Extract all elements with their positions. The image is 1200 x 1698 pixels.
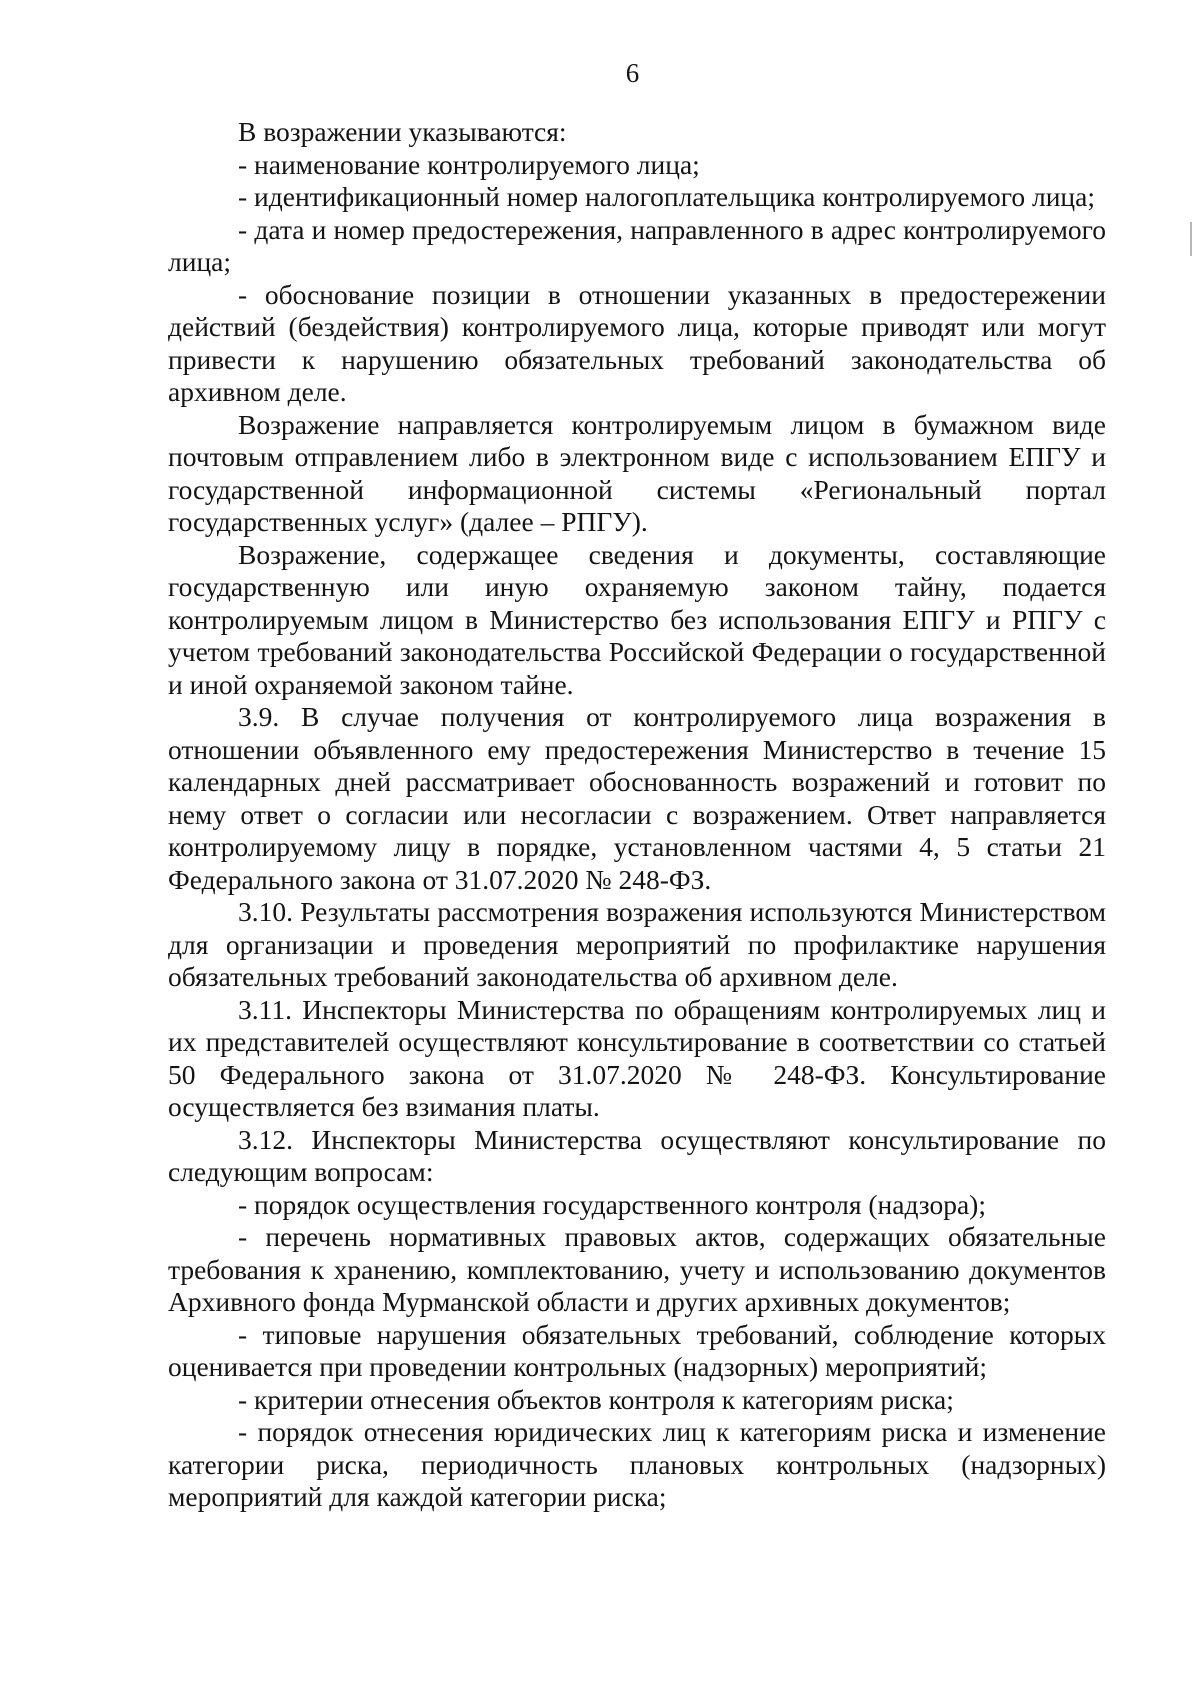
list-item-warning-date-number: - дата и номер предостережения, направленного в адрес контролируемого лица; [168, 213, 1106, 277]
objection-contents-heading: В возражении указываются: [238, 116, 567, 147]
paragraph-objection-secret-info: Возражение, содержащее сведения и документы, составляющие государственную или иную охраняемую законом тайну, подается контролируемым лицом в Министерство без использования ЕПГУ и РПГУ с учетом требований законодательства Российской Федерации о государственной и иной охраняемой законом тайне. [168, 538, 1106, 700]
list-item-taxpayer-id: - идентификационный номер налогоплательщика контролируемого лица; [238, 181, 1095, 212]
page-number: 6 [625, 58, 640, 88]
list-item-controlled-entity-name: - наименование контролируемого лица; [238, 148, 700, 180]
clause-3-11: 3.11. Инспекторы Министерства по обращениям контролируемых лиц и их представителей осуществляют консультирование в соответствии со статьей 50 Федерального закона от 31.07.2020 № 248-ФЗ. Консультирование осуществляется без взимания платы. [168, 993, 1106, 1122]
list-item-control-procedure: - порядок осуществления государственного контроля (надзора); [238, 1188, 986, 1220]
clause-3-12: 3.12. Инспекторы Министерства осуществляют консультирование по следующим вопросам: [168, 1123, 1106, 1187]
list-item-typical-violations: - типовые нарушения обязательных требований, соблюдение которых оценивается при проведении контрольных (надзорных) мероприятий; [168, 1318, 1106, 1382]
list-item-position-justification: - обоснование позиции в отношении указанных в предостережении действий (бездействия) контролируемого лица, которые приводят или могут привести к нарушению обязательных требований законодательства об архивном деле. [168, 278, 1106, 407]
clause-3-10: 3.10. Результаты рассмотрения возражения используются Министерством для организации и проведения мероприятий по профилактике нарушения обязательных требований законодательства об архивном деле. [168, 896, 1106, 992]
scan-artifact-line [1190, 222, 1192, 256]
list-item-risk-category-procedure: - порядок отнесения юридических лиц к категориям риска и изменение категории риска, периодичность плановых контрольных (надзорных) мероприятий для каждой категории риска; [168, 1416, 1106, 1512]
document-body [168, 116, 1106, 1514]
list-item-regulatory-acts: - перечень нормативных правовых актов, содержащих обязательные требования к хранению, комплектованию, учету и использованию документов Архивного фонда Мурманской области и других архивных документов; [168, 1221, 1106, 1317]
paragraph-objection-submission: Возражение направляется контролируемым лицом в бумажном виде почтовым отправлением либо в электронном виде с использованием ЕПГУ и государственной информационной системы «Региональный портал государственных услуг» (далее – РПГУ). [168, 408, 1106, 537]
list-item-risk-criteria: - критерии отнесения объектов контроля к категориям риска; [238, 1383, 954, 1415]
clause-3-9: 3.9. В случае получения от контролируемого лица возражения в отношении объявленного ему предостережения Министерство в течение 15 календарных дней рассматривает обоснованность возражений и готовит по нему ответ о согласии или несогласии с возражением. Ответ направляется контролируемому лицу в порядке, установленном частями 4, 5 статьи 21 Федерального закона от 31.07.2020 № 248-ФЗ. [168, 701, 1106, 895]
